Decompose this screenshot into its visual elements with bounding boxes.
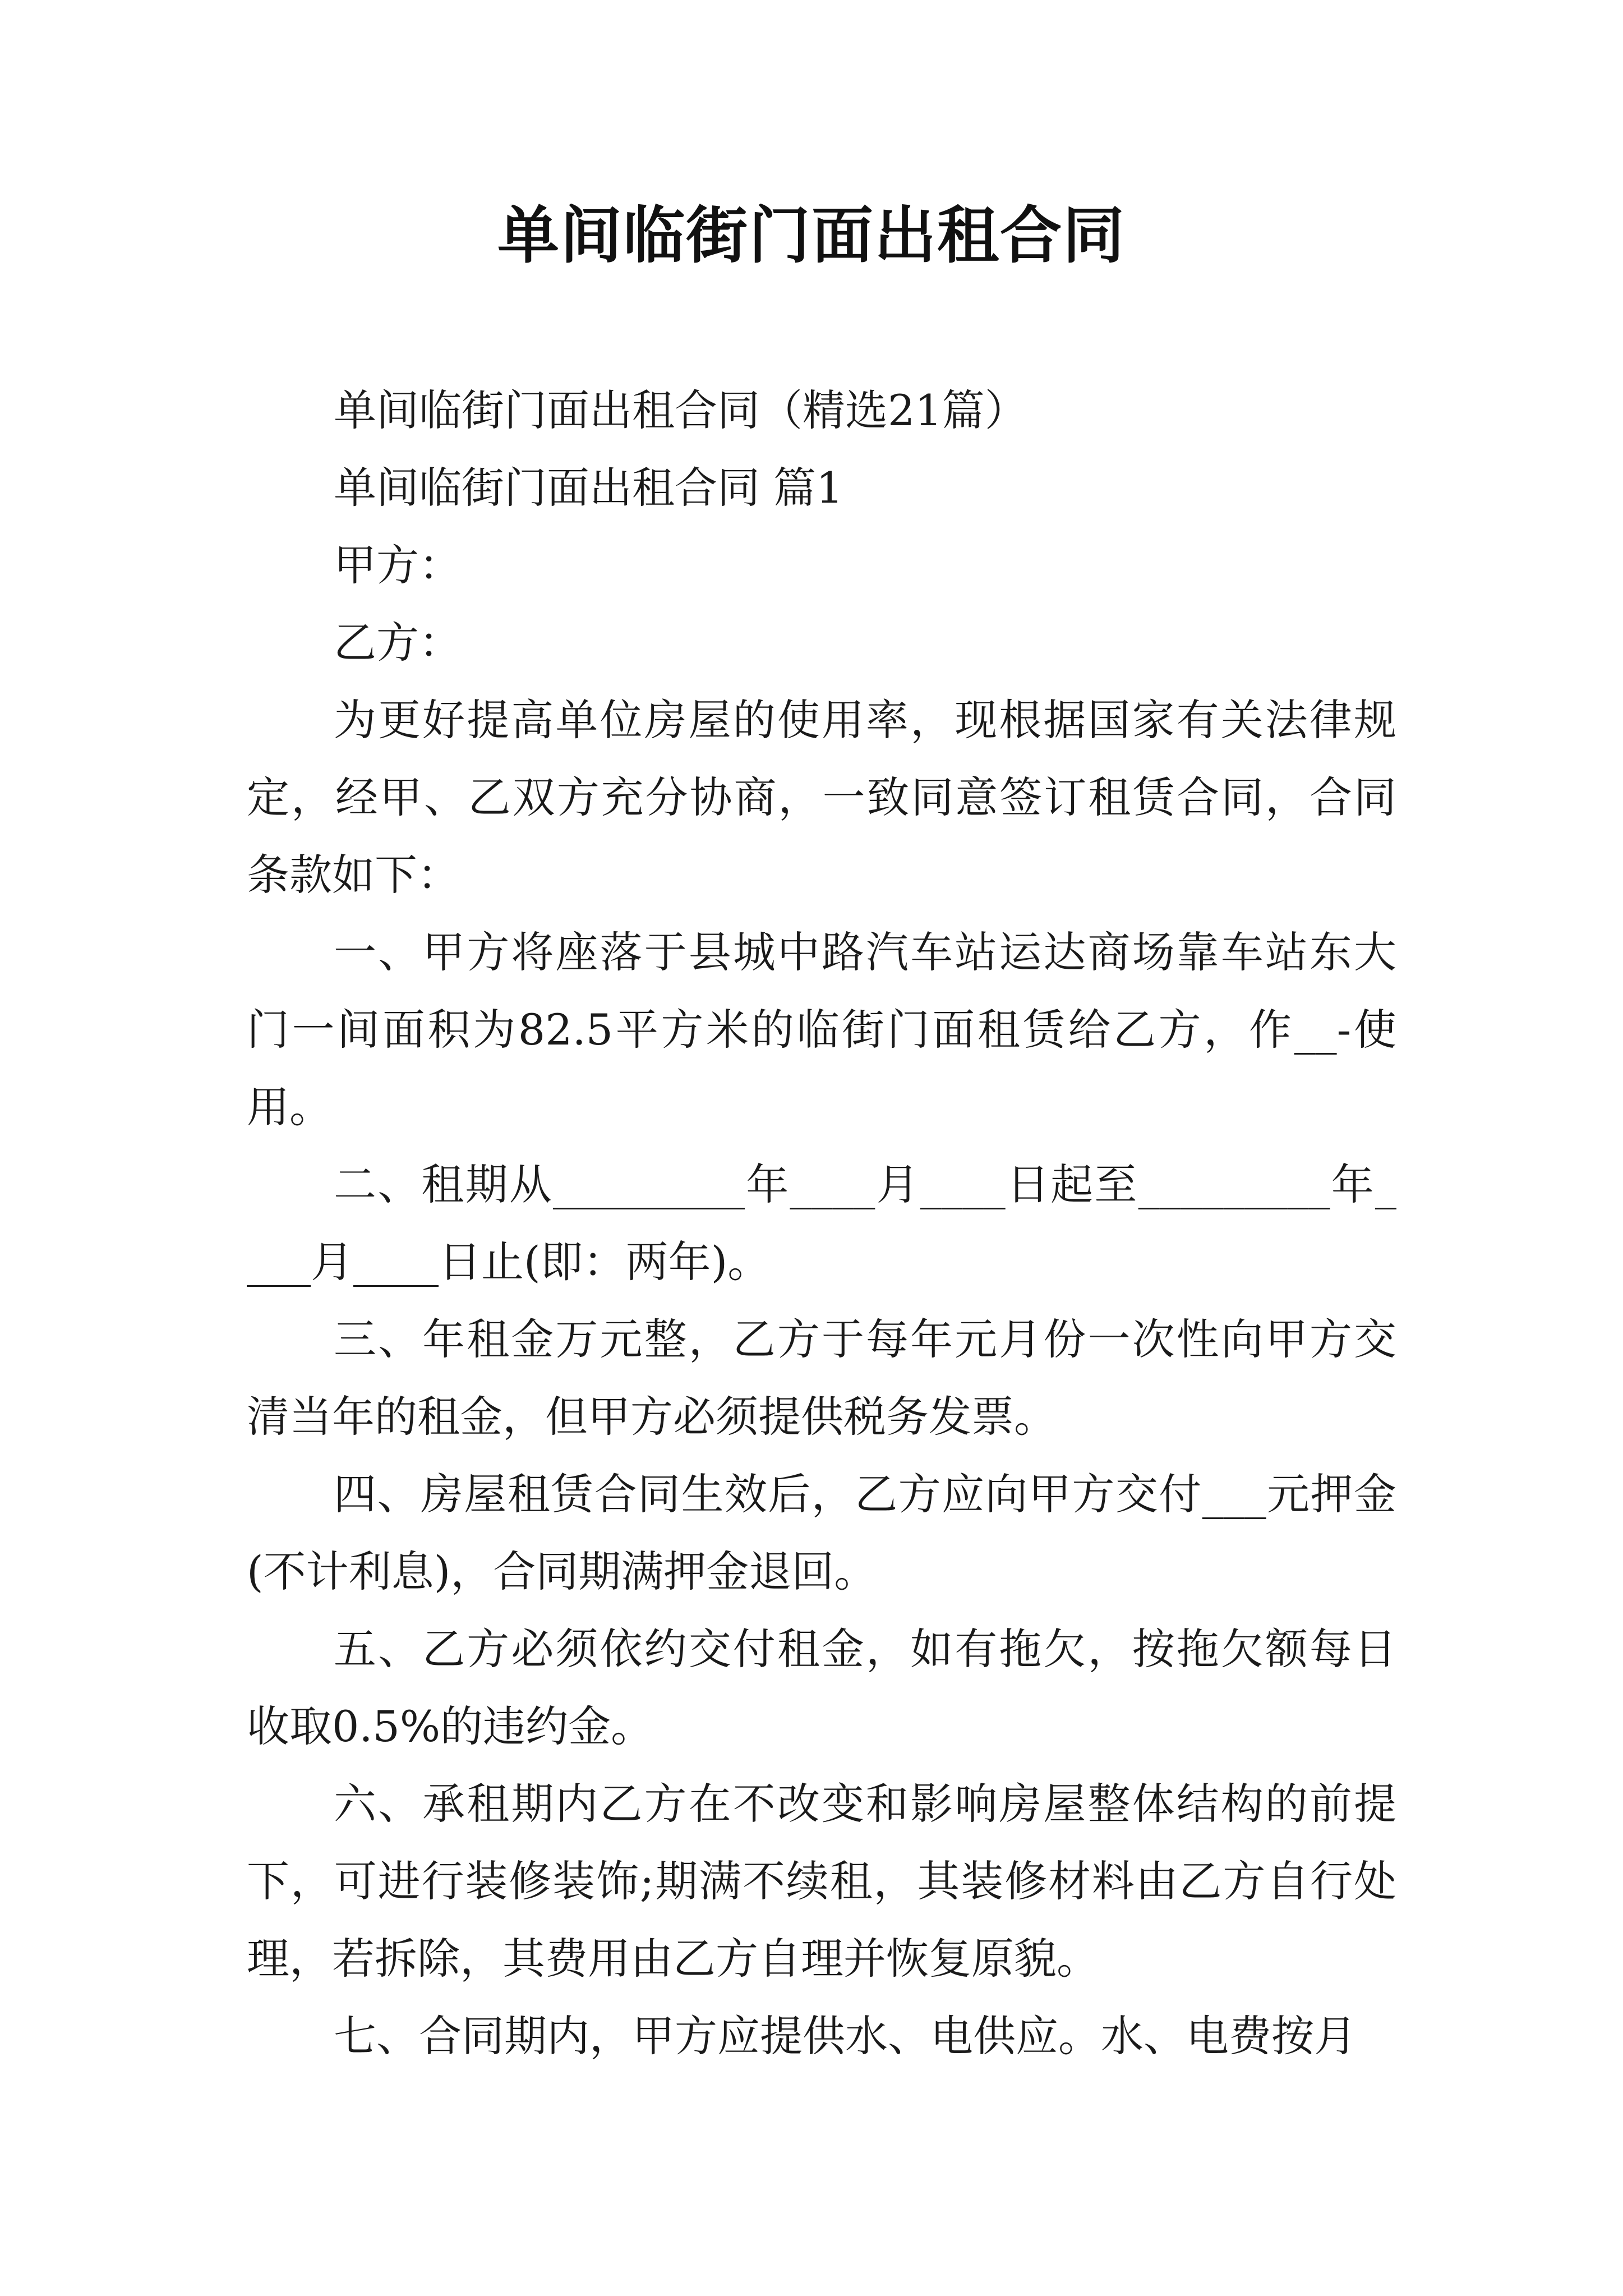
paragraph-party-a: 甲方： <box>334 540 462 590</box>
paragraph-heading-part1: 单间临街门面出租合同 篇1 <box>334 463 843 513</box>
paragraph-clause-1: 一、甲方将座落于县城中路汽车站运达商场靠车站东大门一间面积为82.5平方米的临街门面租赁给乙方，作__-使用。 <box>247 927 1396 1132</box>
paragraph-clause-6: 六、承租期内乙方在不改变和影响房屋整体结构的前提下，可进行装修装饰;期满不续租，其装修材料由乙方自行处理，若拆除，其费用由乙方自理并恢复原貌。 <box>247 1779 1396 1984</box>
paragraph-party-b: 乙方： <box>334 618 462 668</box>
paragraph-clause-4: 四、房屋租赁合同生效后，乙方应向甲方交付___元押金(不计利息)，合同期满押金退回。 <box>247 1469 1396 1596</box>
paragraph-clause-5: 五、乙方必须依约交付租金，如有拖欠，按拖欠额每日收取0.5%的违约金。 <box>247 1624 1396 1751</box>
paragraph-clause-2: 二、租期从_________年____月____日起至_________年____月____日止(即：两年)。 <box>247 1159 1396 1287</box>
document-title: 单间临街门面出租合同 <box>497 200 1126 272</box>
paragraph-heading-collection: 单间临街门面出租合同（精选21篇） <box>334 385 1027 435</box>
paragraph-clause-7: 七、合同期内，甲方应提供水、电供应。水、电费按月 <box>334 2011 1357 2061</box>
paragraph-preamble: 为更好提高单位房屋的使用率，现根据国家有关法律规定，经甲、乙双方充分协商，一致同意签订租赁合同，合同条款如下： <box>247 695 1396 900</box>
paragraph-clause-3: 三、年租金万元整，乙方于每年元月份一次性向甲方交清当年的租金，但甲方必须提供税务发票。 <box>247 1314 1396 1442</box>
document-body <box>247 372 1396 2075</box>
